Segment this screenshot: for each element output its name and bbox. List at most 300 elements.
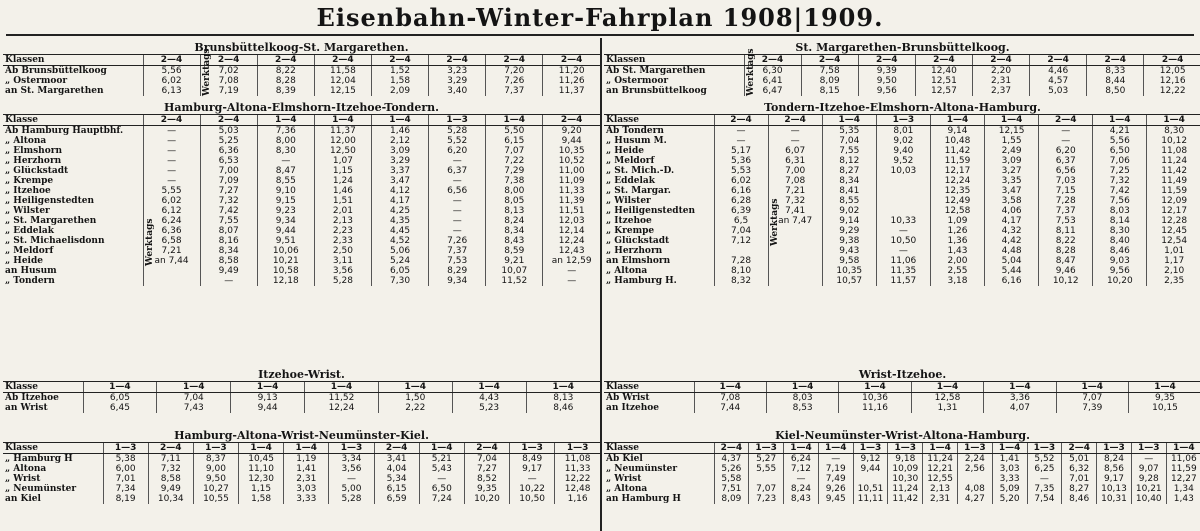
time-cell: 10,09	[888, 464, 923, 474]
time-cell: 7,53	[1039, 216, 1093, 226]
time-cell: 10,12	[1147, 136, 1200, 146]
time-cell: 10,35	[543, 146, 600, 156]
time-cell: 9,45	[818, 494, 853, 504]
time-cell: 9,50	[858, 76, 915, 86]
time-cell: —	[429, 156, 486, 166]
class-cell: 1—4	[923, 443, 958, 454]
table-row	[3, 196, 600, 206]
time-cell: 8,33	[1087, 66, 1144, 77]
station-name: an Husum	[5, 266, 57, 276]
time-cell: 8,30	[1147, 126, 1200, 137]
class-cell: 2—4	[543, 115, 600, 126]
class-cell: 1—3	[510, 443, 555, 454]
time-cell: 12,49	[930, 196, 984, 206]
time-cell: —	[429, 216, 486, 226]
time-cell: an 7,47	[768, 216, 822, 226]
time-cell: 8,34	[822, 176, 876, 186]
time-cell: 8,41	[822, 186, 876, 196]
time-cell: 2,31	[923, 494, 958, 504]
section-tondern-hamburg	[604, 102, 1200, 286]
time-cell	[876, 186, 930, 196]
time-cell: 11,39	[543, 196, 600, 206]
table-row	[604, 393, 1200, 404]
time-cell: 7,42	[200, 206, 257, 216]
time-cell: 7,56	[1093, 196, 1147, 206]
time-cell: 7,22	[486, 156, 543, 166]
station-name: an Kiel	[5, 494, 41, 504]
time-cell: 8,01	[876, 126, 930, 137]
time-cell: 8,30	[1093, 226, 1147, 236]
station-name: „ Husum M.	[606, 136, 667, 146]
time-cell: 5,20	[992, 494, 1027, 504]
time-cell: 10,48	[930, 136, 984, 146]
time-cell: 8,46	[1062, 494, 1097, 504]
time-cell: 11,00	[543, 166, 600, 176]
station-name: „ Itzehoe	[5, 186, 51, 196]
time-cell: 11,08	[555, 454, 600, 465]
time-cell: —	[818, 454, 853, 465]
time-cell: 4,52	[372, 236, 429, 246]
time-cell: 8,27	[822, 166, 876, 176]
time-cell: 8,05	[486, 196, 543, 206]
time-cell: 11,08	[1147, 146, 1200, 156]
time-cell: 4,04	[374, 464, 419, 474]
class-cell: 2—4	[543, 55, 600, 66]
time-cell: 5,06	[372, 246, 429, 256]
time-cell: 12,51	[915, 76, 972, 86]
time-cell: 8,58	[200, 256, 257, 266]
time-cell: 3,47	[985, 186, 1039, 196]
class-cell: 1—4	[231, 382, 305, 393]
time-cell: 8,22	[257, 66, 314, 77]
time-cell: 1,31	[911, 403, 983, 413]
time-cell: —	[429, 226, 486, 236]
time-cell: 9,38	[822, 236, 876, 246]
time-cell: 5,55	[749, 464, 784, 474]
time-cell: 10,15	[1129, 403, 1200, 413]
time-cell: 3,34	[329, 454, 374, 465]
time-cell: 9,21	[486, 256, 543, 266]
station-name: „ Wilster	[5, 206, 50, 216]
table-row	[604, 484, 1200, 494]
time-cell: 9,13	[231, 393, 305, 404]
time-cell: 8,49	[510, 454, 555, 465]
time-cell: 3,29	[429, 76, 486, 86]
class-cell: 1—3	[1027, 443, 1062, 454]
class-cell: 1—4	[1147, 115, 1200, 126]
class-label: Klasse	[3, 443, 103, 454]
table-row	[604, 464, 1200, 474]
time-cell: 9,35	[464, 484, 509, 494]
station-name: „ St. Michaelisdonn	[5, 236, 105, 246]
class-cell: 2—4	[143, 55, 200, 66]
time-cell: 4,45	[372, 226, 429, 236]
weekday-label: Werktags	[746, 48, 756, 96]
time-cell: 12,18	[257, 276, 314, 286]
time-cell: 7,21	[143, 246, 200, 256]
time-cell: 1,43	[1166, 494, 1200, 504]
table-row	[3, 246, 600, 256]
time-cell: 10,36	[839, 393, 911, 404]
time-cell: 9,10	[257, 186, 314, 196]
time-cell: 8,47	[1039, 256, 1093, 266]
time-cell: 11,06	[1166, 454, 1200, 465]
station-name: „ Meldorf	[606, 156, 655, 166]
time-cell: 10,20	[1093, 276, 1147, 286]
time-cell: 1,19	[284, 454, 329, 465]
time-cell: 5,55	[143, 186, 200, 196]
time-cell: 8,11	[1039, 226, 1093, 236]
time-cell: 8,14	[1093, 216, 1147, 226]
time-cell: 4,57	[1030, 76, 1087, 86]
station-name: an St. Margarethen	[5, 86, 104, 96]
time-cell: 8,50	[1087, 86, 1144, 96]
time-cell: 2,00	[930, 256, 984, 266]
time-cell	[876, 196, 930, 206]
station-name: „ Neumünster	[5, 484, 77, 494]
time-cell: 4,35	[372, 216, 429, 226]
time-cell: 12,09	[1147, 196, 1200, 206]
time-cell: 7,35	[1027, 484, 1062, 494]
time-cell: 8,28	[1039, 246, 1093, 256]
table-row	[604, 76, 1200, 86]
time-cell: 4,17	[985, 216, 1039, 226]
time-cell: 7,28	[1039, 196, 1093, 206]
table-header-row	[3, 55, 600, 66]
class-cell: 1—4	[83, 382, 157, 393]
time-cell: 12,43	[543, 246, 600, 256]
time-cell: 5,28	[329, 494, 374, 504]
time-cell: 2,56	[957, 464, 992, 474]
time-cell: 10,30	[888, 474, 923, 484]
time-cell: 10,55	[193, 494, 238, 504]
table-row	[604, 156, 1200, 166]
time-cell: 6,56	[429, 186, 486, 196]
class-cell: 1—3	[876, 115, 930, 126]
class-label: Klassen	[604, 55, 744, 66]
table-row	[3, 186, 600, 196]
station-name: „ Hamburg H	[5, 454, 73, 464]
time-cell: 2,35	[1147, 276, 1200, 286]
time-cell: 3,40	[429, 86, 486, 96]
time-cell: 12,24	[930, 176, 984, 186]
time-cell: 1,55	[985, 136, 1039, 146]
time-cell: 8,13	[486, 206, 543, 216]
table-row	[604, 206, 1200, 216]
time-cell: —	[543, 276, 600, 286]
time-cell: 12,04	[314, 76, 371, 86]
time-cell: 8,53	[766, 403, 838, 413]
table-row	[3, 484, 600, 494]
class-cell: 2—4	[973, 55, 1030, 66]
class-cell: 1—4	[452, 382, 526, 393]
time-cell: 4,07	[984, 403, 1056, 413]
timetable	[604, 442, 1200, 504]
time-cell: 8,22	[1039, 236, 1093, 246]
time-cell: 12,48	[555, 484, 600, 494]
time-cell: 9,56	[1093, 266, 1147, 276]
time-cell: 6,39	[714, 206, 768, 216]
section-hamburg-kiel	[3, 430, 600, 504]
time-cell: 6,36	[143, 226, 200, 236]
table-row	[604, 256, 1200, 266]
time-cell: 3,33	[992, 474, 1027, 484]
table-row	[604, 186, 1200, 196]
time-cell: 11,59	[930, 156, 984, 166]
page-title: Eisenbahn-Winter-Fahrplan 1908|1909.	[0, 3, 1200, 36]
time-cell: 5,53	[714, 166, 768, 176]
time-cell: 11,16	[839, 403, 911, 413]
time-cell: 6,5	[714, 216, 768, 226]
time-cell: 12,24	[305, 403, 379, 413]
time-cell: 7,37	[1039, 206, 1093, 216]
time-cell: 7,04	[464, 454, 509, 465]
table-row	[604, 126, 1200, 137]
time-cell	[143, 276, 200, 286]
class-cell: 1—3	[888, 443, 923, 454]
time-cell: 2,22	[378, 403, 452, 413]
time-cell: 10,12	[1039, 276, 1093, 286]
time-cell: 8,44	[1087, 76, 1144, 86]
time-cell: 6,20	[429, 146, 486, 156]
time-cell: 6,50	[1093, 146, 1147, 156]
time-cell: 12,03	[543, 216, 600, 226]
table-row	[3, 216, 600, 226]
station-name: „ St. Margar.	[606, 186, 671, 196]
section-title: Hamburg-Altona-Wrist-Neumünster-Kiel.	[174, 430, 429, 442]
time-cell: 7,26	[429, 236, 486, 246]
time-cell: 4,08	[957, 484, 992, 494]
time-cell: 6,16	[985, 276, 1039, 286]
station-name: „ Ostermoor	[5, 76, 68, 86]
time-cell: 7,04	[157, 393, 231, 404]
time-cell	[957, 474, 992, 484]
table-row	[604, 176, 1200, 186]
time-cell: —	[784, 474, 819, 484]
class-cell: 1—4	[839, 382, 911, 393]
class-cell: 1—4	[784, 443, 819, 454]
time-cell: 9,44	[543, 136, 600, 146]
time-cell: 8,12	[822, 156, 876, 166]
class-cell: 1—4	[822, 115, 876, 126]
time-cell: 8,46	[526, 403, 600, 413]
time-cell: 12,58	[911, 393, 983, 404]
class-cell: 1—4	[1166, 443, 1200, 454]
time-cell: 9,40	[876, 146, 930, 156]
time-cell: 7,15	[1039, 186, 1093, 196]
time-cell: 6,36	[200, 146, 257, 156]
time-cell: 3,09	[985, 156, 1039, 166]
time-cell: 3,41	[374, 454, 419, 465]
table-header-row	[604, 382, 1200, 393]
section-title: Hamburg-Altona-Elmshorn-Itzehoe-Tondern.	[164, 102, 439, 114]
time-cell: 7,08	[694, 393, 766, 404]
time-cell: 1,01	[1147, 246, 1200, 256]
time-cell: 5,52	[1027, 454, 1062, 465]
time-cell: 5,26	[714, 464, 749, 474]
class-cell: 1—3	[1097, 443, 1132, 454]
table-header-row	[604, 115, 1200, 126]
time-cell: 6,25	[1027, 464, 1062, 474]
time-cell: 5,28	[429, 126, 486, 137]
time-cell: 7,20	[486, 66, 543, 77]
class-cell: 2—4	[257, 55, 314, 66]
time-cell: 12,45	[1147, 226, 1200, 236]
time-cell: 5,01	[1062, 454, 1097, 465]
class-label: Klasse	[3, 115, 143, 126]
time-cell: 8,37	[193, 454, 238, 465]
class-cell: 2—4	[1039, 115, 1093, 126]
time-cell: —	[1131, 454, 1166, 465]
class-cell: 1—4	[1093, 115, 1147, 126]
section-title: Kiel-Neumünster-Wrist-Altona-Hamburg.	[775, 430, 1030, 442]
time-cell: 8,00	[257, 136, 314, 146]
class-cell: 1—3	[103, 443, 148, 454]
time-cell: 8,34	[486, 226, 543, 236]
time-cell: 10,51	[853, 484, 888, 494]
time-cell: 7,32	[1093, 176, 1147, 186]
time-cell: 9,44	[257, 226, 314, 236]
time-cell: 7,08	[768, 176, 822, 186]
time-cell: 12,05	[1144, 66, 1200, 77]
time-cell: 7,27	[464, 464, 509, 474]
time-cell: 8,39	[257, 86, 314, 96]
time-cell: 7,23	[749, 494, 784, 504]
station-name: an Brunsbüttelkoog	[606, 86, 707, 96]
station-name: an Hamburg H	[606, 494, 681, 504]
class-cell: 1—4	[992, 443, 1027, 454]
time-cell: 8,46	[1093, 246, 1147, 256]
time-cell: 8,16	[200, 236, 257, 246]
time-cell: 10,20	[464, 494, 509, 504]
time-cell: 8,27	[1062, 484, 1097, 494]
table-row	[604, 226, 1200, 236]
time-cell: 10,07	[486, 266, 543, 276]
class-cell: 2—4	[429, 55, 486, 66]
time-cell: 8,28	[257, 76, 314, 86]
time-cell	[768, 276, 822, 286]
time-cell: 4,27	[957, 494, 992, 504]
time-cell: 9,34	[257, 216, 314, 226]
station-name: Ab Wrist	[606, 393, 650, 403]
time-cell: 12,24	[543, 236, 600, 246]
time-cell: 8,56	[1097, 464, 1132, 474]
time-cell: 5,03	[1030, 86, 1087, 96]
time-cell: 12,17	[930, 166, 984, 176]
time-cell: 2,37	[973, 86, 1030, 96]
station-name: „ Neumünster	[606, 464, 678, 474]
time-cell: 9,02	[822, 206, 876, 216]
table-row	[3, 276, 600, 286]
time-cell: 4,48	[985, 246, 1039, 256]
class-cell: 1—4	[372, 115, 429, 126]
time-cell: 7,07	[749, 484, 784, 494]
time-cell: 6,24	[143, 216, 200, 226]
class-cell: 2—4	[858, 55, 915, 66]
time-cell: —	[429, 206, 486, 216]
time-cell: 1,58	[239, 494, 284, 504]
time-cell: 2,33	[314, 236, 371, 246]
time-cell: 6,59	[374, 494, 419, 504]
time-cell: 5,09	[992, 484, 1027, 494]
time-cell: 7,51	[714, 484, 749, 494]
time-cell: 11,51	[543, 206, 600, 216]
table-row	[604, 236, 1200, 246]
class-label: Klasse	[604, 115, 714, 126]
time-cell: 6,32	[1062, 464, 1097, 474]
time-cell: 9,44	[231, 403, 305, 413]
time-cell: 7,32	[200, 196, 257, 206]
time-cell: —	[768, 126, 822, 137]
class-label: Klasse	[604, 382, 694, 393]
time-cell: 5,50	[486, 126, 543, 137]
time-cell: 1,15	[239, 484, 284, 494]
time-cell: 7,49	[818, 474, 853, 484]
time-cell: 11,59	[1147, 186, 1200, 196]
time-cell: 11,58	[314, 66, 371, 77]
class-cell: 1—3	[555, 443, 600, 454]
time-cell	[143, 266, 200, 276]
time-cell: 9,56	[858, 86, 915, 96]
time-cell: 9,03	[1093, 256, 1147, 266]
time-cell: 10,50	[510, 494, 555, 504]
time-cell: 11,42	[888, 494, 923, 504]
time-cell: 12,58	[930, 206, 984, 216]
time-cell: 6,05	[372, 266, 429, 276]
time-cell: 3,58	[985, 196, 1039, 206]
time-cell: 7,34	[103, 484, 148, 494]
class-cell: 2—4	[314, 55, 371, 66]
station-name: „ Eddelak	[5, 226, 54, 236]
time-cell: 5,56	[143, 66, 200, 77]
class-cell: 2—4	[1030, 55, 1087, 66]
time-cell: 7,41	[768, 206, 822, 216]
time-cell: 4,25	[372, 206, 429, 216]
time-cell: 9,46	[1039, 266, 1093, 276]
time-cell: 9,28	[1131, 474, 1166, 484]
time-cell: 9,35	[1129, 393, 1200, 404]
time-cell: 8,29	[429, 266, 486, 276]
time-cell: 5,24	[372, 256, 429, 266]
time-cell: —	[329, 474, 374, 484]
table-row	[3, 76, 600, 86]
time-cell: 10,27	[193, 484, 238, 494]
time-cell: 3,35	[985, 176, 1039, 186]
time-cell: 2,20	[973, 66, 1030, 77]
time-cell: 6,47	[744, 86, 801, 96]
time-cell: 11,33	[543, 186, 600, 196]
weekday-label: Werktags	[145, 218, 155, 266]
time-cell: 6,53	[200, 156, 257, 166]
time-cell: 11,11	[853, 494, 888, 504]
time-cell: 12,50	[314, 146, 371, 156]
time-cell: 9,34	[429, 276, 486, 286]
time-cell	[853, 474, 888, 484]
time-cell: 1,50	[378, 393, 452, 404]
time-cell: 4,43	[452, 393, 526, 404]
time-cell: 6,41	[744, 76, 801, 86]
table-row	[604, 276, 1200, 286]
time-cell: 7,39	[1056, 403, 1128, 413]
table-header-row	[604, 55, 1200, 66]
table-row	[604, 86, 1200, 96]
time-cell: 9,17	[510, 464, 555, 474]
class-cell: 2—4	[801, 55, 858, 66]
table-row	[604, 66, 1200, 77]
time-cell: —	[768, 136, 822, 146]
time-cell: 9,15	[257, 196, 314, 206]
table-row	[604, 146, 1200, 156]
